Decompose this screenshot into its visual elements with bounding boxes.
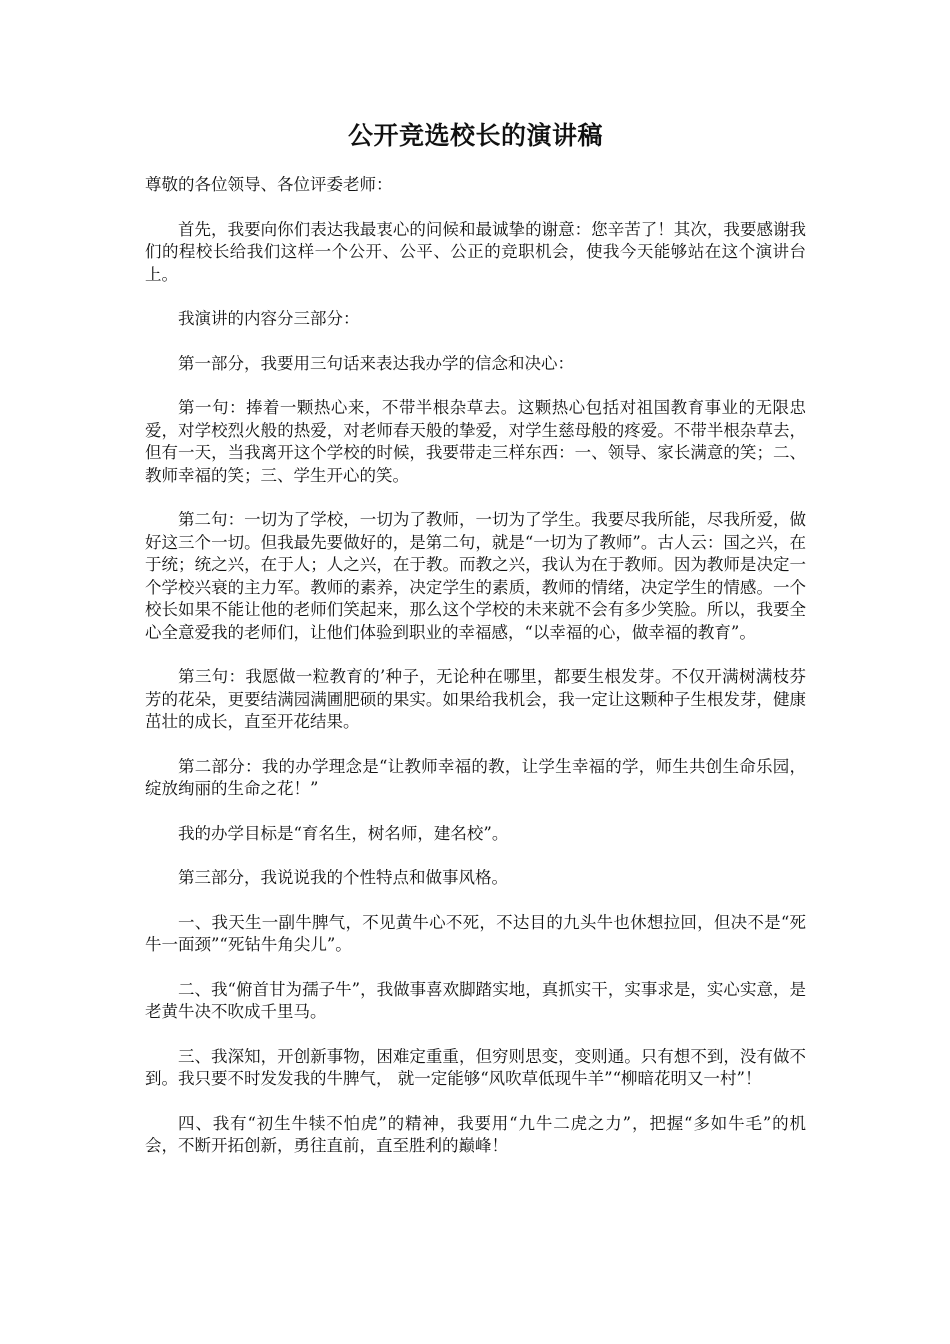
paragraph: 第三句：我愿做一粒教育的’种子，无论种在哪里，都要生根发芽。不仅开满树满枝芬芳的花朵，更要结满园满圃肥硕的果实。如果给我机会，我一定让这颗种子生根发芽，健康茁壮的成长，直至开花结果。 bbox=[145, 667, 806, 731]
paragraph: 我演讲的内容分三部分： bbox=[178, 309, 360, 328]
paragraph: 第一部分，我要用三句话来表达我办学的信念和决心： bbox=[178, 353, 574, 373]
paragraph: 首先，我要向你们表达我最衷心的问候和最诚挚的谢意：您辛苦了！其次，我要感谢我们的程校长给我们这样一个公开、公平、公正的竞职机会，使我今天能够站在这个演讲台上。 bbox=[145, 219, 806, 284]
paragraph: 四、我有“初生牛犊不怕虎”的精神，我要用“九牛二虎之力”，把握“多如牛毛”的机会，不断开拓创新，勇往直前，直至胜利的巅峰！ bbox=[145, 1113, 806, 1155]
paragraph: 一、我天生一副牛脾气，不见黄牛心不死，不达目的九头牛也休想拉回，但决不是“死牛一面颈”“死钻牛角尖儿”。 bbox=[145, 912, 806, 954]
paragraph: 第二部分：我的办学理念是“让教师幸福的教，让学生幸福的学，师生共创生命乐园，绽放绚丽的生命之花！” bbox=[145, 756, 806, 798]
paragraph: 第一句：捧着一颗热心来，不带半根杂草去。这颗热心包括对祖国教育事业的无限忠爱，对学校烈火般的热爱，对老师春天般的挚爱，对学生慈母般的疼爱。不带半根杂草去，但有一天，当我离开这个学校的时候，我要带走三样东西：一、领导、家长满意的笑；二、教师幸福的笑；三、学生开心的笑。 bbox=[145, 398, 806, 485]
paragraph: 第三部分，我说说我的个性特点和做事风格。 bbox=[178, 868, 508, 887]
paragraph: 二、我“俯首甘为孺子牛”，我做事喜欢脚踏实地，真抓实干，实事求是，实心实意，是老黄牛决不吹成千里马。 bbox=[145, 979, 806, 1021]
document-title: 公开竞选校长的演讲稿 bbox=[347, 121, 603, 150]
paragraph: 我的办学目标是“育名生，树名师，建名校”。 bbox=[178, 823, 509, 843]
paragraph: 第二句：一切为了学校，一切为了教师，一切为了学生。我要尽我所能，尽我所爱，做好这三个一切。但我最先要做好的，是第二句，就是“一切为了教师”。古人云：国之兴，在于统；统之兴，在于人；人之兴，在于教。而教之兴，我认为在于教师。因为教师是决定一个学校兴衰的主力军。教师的素养，决定学生的素质，教师的情绪，决定学生的情感。一个校长如果不能让他的老师们笑起来，那么这个学校的未来就不会有多少笑脸。所以，我要全心全意爱我的老师们，让他们体验到职业的幸福感，“以幸福的心，做幸福的教育”。 bbox=[145, 510, 806, 642]
salutation: 尊敬的各位领导、各位评委老师： bbox=[145, 175, 393, 194]
paragraph: 三、我深知，开创新事物，困难定重重，但穷则思变，变则通。只有想不到，没有做不到。我只要不时发发我的牛脾气， 就一定能够“风吹草低现牛羊”“柳暗花明又一村”！ bbox=[145, 1046, 806, 1088]
